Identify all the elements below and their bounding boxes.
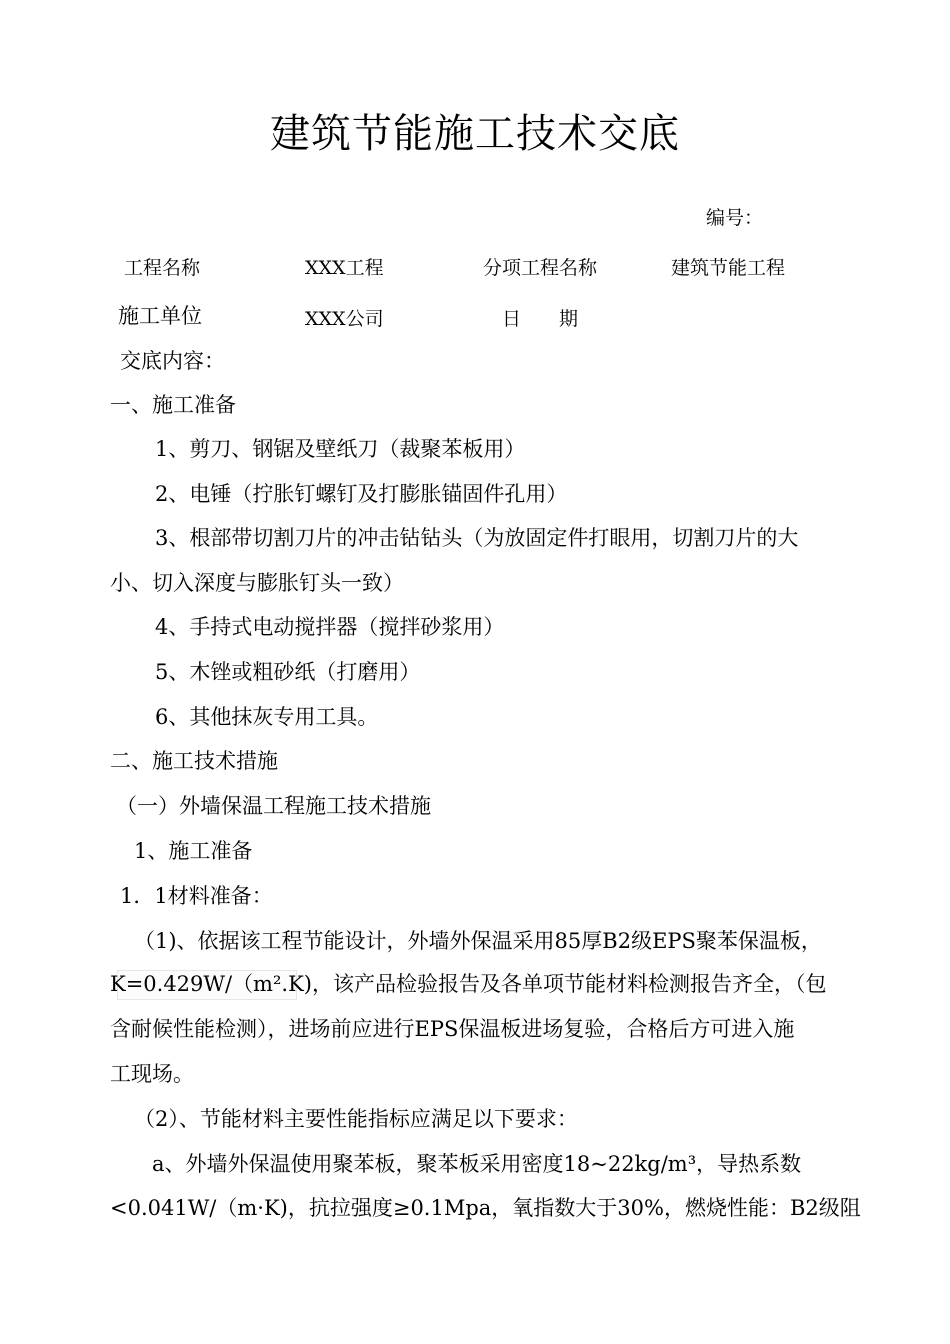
s1-item-3b: 小、切入深度与膨胀钉头一致） [110, 571, 404, 595]
unit-value: XXX公司 [305, 308, 384, 330]
s2-subsection-1: （一）外墙保温工程施工技术措施 [116, 794, 431, 818]
unit-label: 施工单位 [118, 304, 202, 328]
sub-project-value: 建筑节能工程 [671, 257, 786, 279]
para-1-line-1: （1)、依据该工程节能设计，外墙外保温采用85厚B2级EPS聚苯保温板， [134, 929, 822, 953]
s2-sub1-item-1-1: 1．1材料准备： [120, 884, 273, 908]
para-1-line-4: 工现场。 [110, 1062, 194, 1086]
project-name-value: XXX工程 [305, 257, 384, 279]
para-a-line-2: <0.041W/（m·K)，抗拉强度≥0.1Mpa，氧指数大于30%，燃烧性能：B2级阻 [110, 1196, 861, 1220]
para-1-line-2: K=0.429W/（m².K)，该产品检验报告及各单项节能材料检测报告齐全，（包 [110, 972, 827, 996]
sub-project-label: 分项工程名称 [483, 257, 598, 279]
para-a-line-1: a、外墙外保温使用聚苯板，聚苯板采用密度18~22kg/m³，导热系数 [152, 1152, 802, 1176]
date-label: 日 期 [502, 308, 579, 330]
s1-item-3a: 3、根部带切割刀片的冲击钻钻头（为放固定件打眼用，切割刀片的大 [155, 526, 799, 550]
s1-item-2: 2、电锤（拧胀钉螺钉及打膨胀锚固件孔用） [155, 482, 568, 506]
section-1-heading: 一、施工准备 [110, 393, 236, 417]
s1-item-4: 4、手持式电动搅拌器（搅拌砂浆用） [155, 615, 505, 639]
para-1-line-3: 含耐候性能检测），进场前应进行EPS保温板进场复验，合格后方可进入施 [110, 1017, 795, 1041]
project-name-label: 工程名称 [124, 257, 201, 279]
content-label: 交底内容： [120, 349, 225, 373]
s1-item-1: 1、剪刀、钢锯及壁纸刀（裁聚苯板用） [155, 437, 526, 461]
para-2-line-1: （2）、节能材料主要性能指标应满足以下要求： [134, 1107, 578, 1131]
number-label: 编号： [706, 207, 764, 229]
s1-item-5: 5、木锉或粗砂纸（打磨用） [155, 660, 421, 684]
document-title: 建筑节能施工技术交底 [270, 111, 680, 157]
s2-sub1-item-1: 1、施工准备 [134, 839, 253, 863]
section-2-heading: 二、施工技术措施 [110, 749, 278, 773]
s1-item-6: 6、其他抹灰专用工具。 [155, 705, 379, 729]
